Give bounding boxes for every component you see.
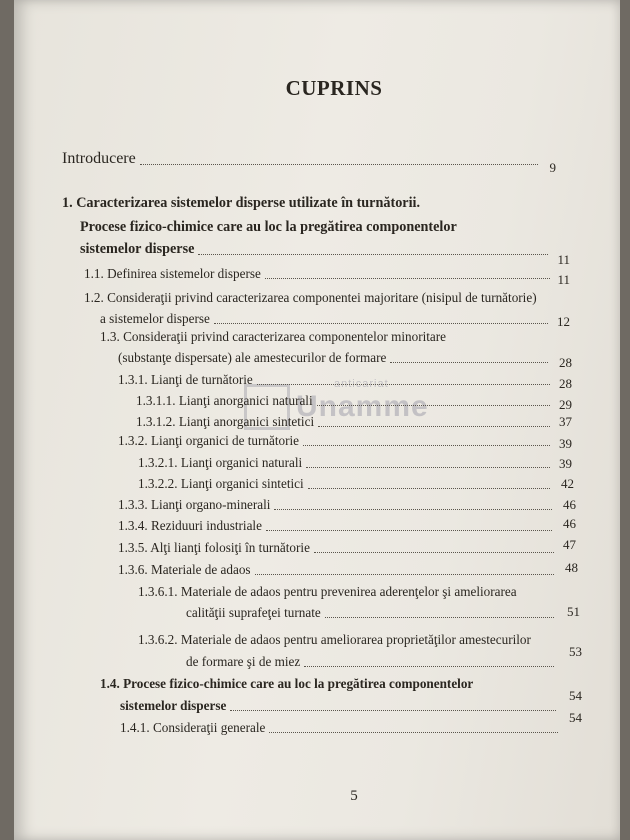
toc-entry-1-3-6-2-line-2 [186, 654, 558, 670]
toc-entry-label: 1.3.1.1. Lianţi anorganici naturali [136, 393, 313, 408]
toc-entry-page: 46 [563, 497, 576, 512]
toc-entry-1-1 [84, 266, 554, 282]
toc-entry-page: 9 [549, 160, 556, 175]
toc-entry-label: a sistemelor disperse [100, 311, 210, 326]
toc-entry-1-3-6-1-line-1: 1.3.6.1. Materiale de adaos pentru prevenirea aderenţelor şi ameliorarea [138, 584, 517, 599]
toc-entry-label: 1.3.2.2. Lianţi organici sintetici [138, 476, 304, 491]
toc-entry-label: 1.3.2. Lianţi organici de turnătorie [118, 433, 300, 448]
toc-entry-label: 1.3.4. Reziduuri industriale [118, 518, 262, 533]
toc-entry-label: 1.3.6. Materiale de adaos [118, 562, 251, 577]
toc-entry-label: 1.3.2.1. Lianţi organici naturali [138, 455, 303, 470]
watermark-brand: anticariat [334, 378, 389, 390]
page-title: CUPRINS [285, 76, 383, 100]
toc-entry-1-3-1 [118, 372, 554, 388]
watermark-name: Unamme [296, 390, 429, 423]
toc-entry-page: 47 [563, 537, 576, 552]
toc-entry-introducere [62, 150, 542, 168]
toc-entry-label: sistemelor disperse [120, 698, 227, 713]
page-number: 5 [350, 788, 358, 804]
toc-entry-1-2-line-2 [100, 311, 552, 327]
toc-entry-page: 12 [557, 314, 570, 329]
toc-entry-label: 1.3.1.2. Lianţi anorganici sintetici [136, 414, 315, 429]
toc-entry-1-3-3 [118, 497, 556, 513]
toc-entry-1-3-line-2 [118, 350, 552, 366]
toc-entry-1-3-1-1 [136, 393, 554, 409]
toc-entry-label: calităţii suprafeţei turnate [186, 605, 321, 620]
toc-entry-1-3-2-1 [138, 455, 554, 471]
toc-entry-1-3-6-2-line-1: 1.3.6.2. Materiale de adaos pentru ameliorarea proprietăţilor amestecurilor [138, 632, 531, 647]
toc-entry-1-3-line-1: 1.3. Consideraţii privind caracterizarea componentelor minoritare [100, 329, 447, 344]
toc-entry-1-4-line-1: 1.4. Procese fizico-chimice care au loc la pregătirea componentelor [100, 676, 474, 691]
toc-entry-1-3-1-2 [136, 414, 554, 430]
book-page [14, 0, 620, 840]
toc-entry-page: 51 [567, 604, 580, 619]
toc-entry-page: 29 [559, 397, 572, 412]
toc-entry-1-4-1 [120, 720, 562, 736]
toc-entry-page: 39 [559, 436, 572, 451]
toc-entry-1-3-6-1-line-2 [186, 605, 558, 621]
toc-entry-page: 53 [569, 644, 582, 659]
toc-entry-1-2-line-1: 1.2. Consideraţii privind caracterizarea componentei majoritare (nisipul de turnătorie) [84, 290, 537, 305]
toc-entry-page: 54 [569, 688, 582, 703]
toc-entry-label: 1.4.1. Consideraţii generale [120, 720, 266, 735]
toc-chapter-1-line-2: Procese fizico-chimice care au loc la pregătirea componentelor [80, 219, 457, 235]
toc-entry-label: (substanţe dispersate) ale amestecurilor de formare [118, 350, 387, 365]
toc-chapter-1-line-1: 1. Caracterizarea sistemelor disperse utilizate în turnătorii. [62, 195, 421, 211]
toc-entry-1-3-2 [118, 433, 554, 449]
toc-entry-1-3-6 [118, 562, 558, 578]
toc-entry-page: 28 [559, 376, 572, 391]
toc-entry-page: 39 [559, 456, 572, 471]
toc-entry-label: 1.1. Definirea sistemelor disperse [84, 266, 261, 281]
toc-entry-page: 48 [565, 560, 578, 575]
toc-entry-1-3-5 [118, 540, 558, 556]
toc-entry-1-3-2-2 [138, 476, 554, 492]
toc-entry-page: 11 [557, 252, 570, 267]
toc-entry-page: 28 [559, 355, 572, 370]
toc-entry-label: 1.3.5. Alţi lianţi folosiţi în turnătorie [118, 540, 310, 555]
toc-entry-label: 1.3.3. Lianţi organo-minerali [118, 497, 271, 512]
toc-entry-page: 37 [559, 414, 572, 429]
table-of-contents [14, 0, 620, 840]
toc-entry-1-4-line-2 [120, 698, 560, 714]
toc-chapter-1-line-3 [80, 241, 552, 258]
toc-entry-page: 46 [563, 516, 576, 531]
toc-entry-page: 42 [561, 476, 574, 491]
toc-entry-page: 11 [557, 272, 570, 287]
toc-entry-1-3-4 [118, 518, 556, 534]
toc-entry-label: 1.3.1. Lianţi de turnătorie [118, 372, 253, 387]
toc-entry-page: 54 [569, 710, 582, 725]
toc-entry-label: Introducere [62, 150, 136, 167]
toc-entry-label: sistemelor disperse [80, 241, 195, 257]
toc-entry-label: de formare şi de miez [186, 654, 301, 669]
